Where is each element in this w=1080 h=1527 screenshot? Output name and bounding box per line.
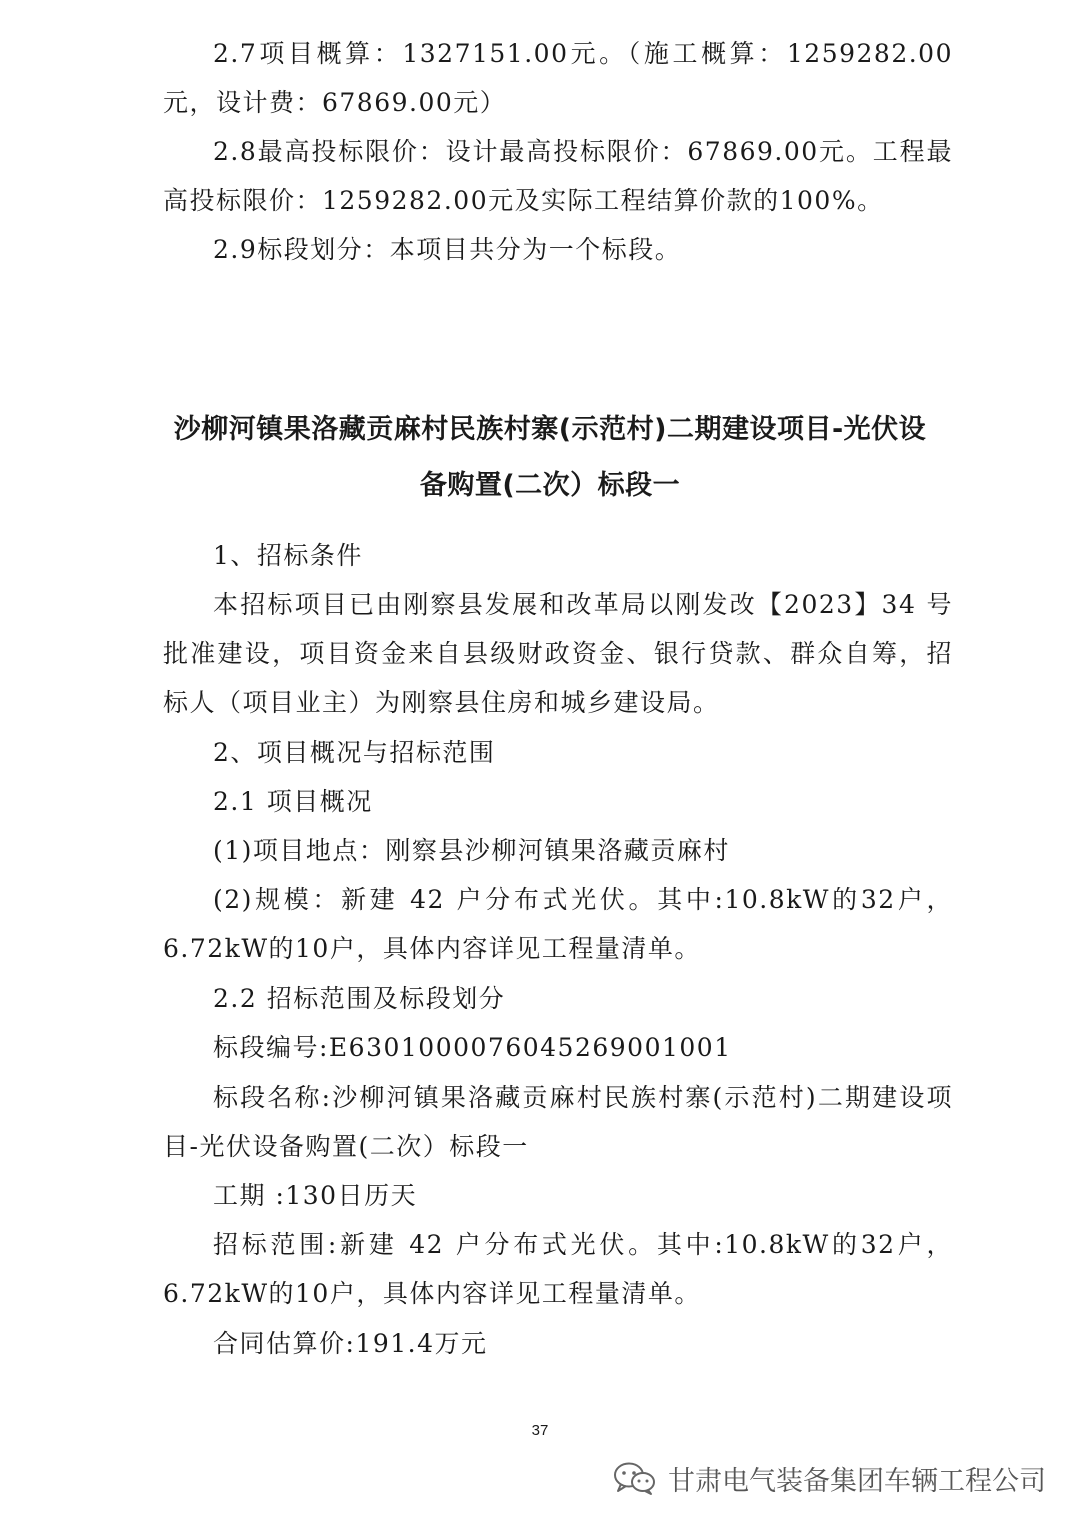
wechat-icon (612, 1460, 656, 1496)
project-location: (1)项目地点：刚察县沙柳河镇果洛藏贡麻村 (213, 836, 730, 865)
tender-scope: 招标范围:新建 42 户分布式光伏。其中:10.8kW的32户，6.72kW的10户，具体内容详见工程量清单。 (163, 1230, 953, 1308)
document-title (150, 402, 950, 514)
construction-period: 工期 :130日历天 (213, 1181, 418, 1210)
watermark-text: 甘肃电气装备集团车辆工程公司 (668, 1465, 1046, 1497)
title-line-1: 沙柳河镇果洛藏贡麻村民族村寨(示范村)二期建设项目-光伏设 (173, 414, 927, 445)
page-number: 37 (531, 1422, 549, 1439)
heading-tender-conditions: 1、招标条件 (213, 541, 363, 570)
tender-conditions-text: 本招标项目已由刚察县发展和改革局以刚发改【2023】34 号批准建设，项目资金来自县级财政资金、银行贷款、群众自筹，招标人（项目业主）为刚察县住房和城乡建设局。 (163, 590, 953, 717)
heading-project-overview: 2、项目概况与招标范围 (213, 738, 496, 767)
section-2-9: 2.9标段划分：本项目共分为一个标段。 (213, 235, 682, 264)
lot-code: 标段编号:E6301000076045269001001 (213, 1033, 732, 1062)
contract-price: 合同估算价:191.4万元 (213, 1329, 488, 1358)
heading-2-1: 2.1 项目概况 (213, 787, 373, 816)
section-2-8: 2.8最高投标限价：设计最高投标限价：67869.00元。工程最高投标限价：1259282.00元及实际工程结算价款的100%。 (163, 137, 953, 215)
title-line-2: 备购置(二次）标段一 (419, 470, 681, 501)
lot-name: 标段名称:沙柳河镇果洛藏贡麻村民族村寨(示范村)二期建设项目-光伏设备购置(二次）标段一 (163, 1083, 953, 1161)
section-2-7: 2.7项目概算：1327151.00元。（施工概算：1259282.00元，设计费：67869.00元） (163, 39, 953, 117)
project-scale: (2)规模：新建 42 户分布式光伏。其中:10.8kW的32户，6.72kW的10户，具体内容详见工程量清单。 (163, 885, 953, 963)
heading-2-2: 2.2 招标范围及标段划分 (213, 984, 506, 1013)
watermark (612, 1458, 1046, 1498)
